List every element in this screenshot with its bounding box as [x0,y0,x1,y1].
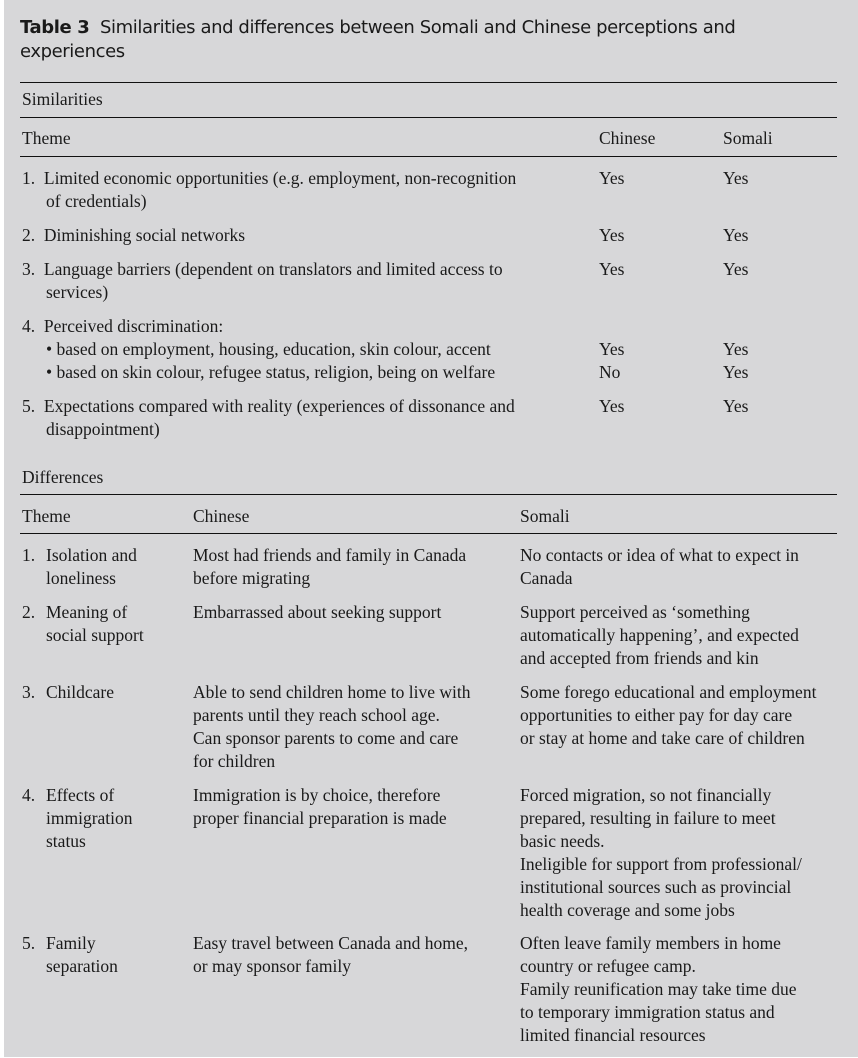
diff-row-number: 4. [22,785,36,805]
diff-header-chinese: Chinese [193,506,250,526]
table-caption-text: Similarities and differences between Somali and Chinese perceptions and experiences [20,17,736,62]
diff-somali-line: country or refugee camp. [520,956,696,976]
diff-chinese-line: Embarrassed about seeking support [193,602,442,622]
diff-chinese-line: or may sponsor family [193,956,351,976]
diff-chinese-line: Can sponsor parents to come and care [193,728,459,748]
differences-label: Differences [22,467,104,487]
sim-somali: Yes [723,259,749,279]
diff-theme-line: social support [46,625,144,645]
diff-row-number: 5. [22,933,36,953]
diff-theme-line: Family [46,933,96,953]
sim-chinese: Yes [599,396,625,416]
diff-chinese-line: parents until they reach school age. [193,705,440,725]
table-label: Table 3 [20,17,90,38]
diff-somali-line: No contacts or idea of what to expect in [520,545,799,565]
sim-theme: 1. Limited economic opportunities (e.g. employment, non-recognition [22,168,517,188]
diff-somali-line: prepared, resulting in failure to meet [520,808,776,828]
sim-bullet: • based on employment, housing, education, skin colour, accent [46,339,491,359]
sim-somali: Yes [723,396,749,416]
sim-somali: Yes [723,339,749,359]
rule-diff-header [20,533,837,534]
sim-header-chinese: Chinese [599,128,656,148]
diff-somali-line: opportunities to either pay for day care [520,705,793,725]
diff-row-number: 2. [22,602,36,622]
diff-theme-line: immigration [46,808,133,828]
diff-somali-line: Canada [520,568,573,588]
diff-somali-line: or stay at home and take care of children [520,728,805,748]
sim-bullet: • based on skin colour, refugee status, religion, being on welfare [46,362,496,382]
diff-somali-line: automatically happening’, and expected [520,625,799,645]
sim-theme: 5. Expectations compared with reality (experiences of dissonance and [22,396,515,416]
diff-row-number: 1. [22,545,36,565]
diff-somali-line: Often leave family members in home [520,933,781,953]
diff-somali-line: health coverage and some jobs [520,900,735,920]
diff-somali-line: institutional sources such as provincial [520,877,792,897]
rule-sim-header [20,156,837,157]
diff-somali-line: to temporary immigration status and [520,1002,775,1022]
table-caption [20,16,800,64]
diff-chinese-line: Most had friends and family in Canada [193,545,467,565]
sim-chinese: Yes [599,339,625,359]
sim-chinese: Yes [599,168,625,188]
sim-somali: Yes [723,362,749,382]
diff-somali-line: Family reunification may take time due [520,979,797,999]
diff-chinese-line: Easy travel between Canada and home, [193,933,469,953]
sim-theme: 3. Language barriers (dependent on translators and limited access to [22,259,503,279]
sim-theme-cont: of credentials) [46,191,147,211]
sim-header-theme: Theme [22,128,71,148]
diff-somali-line: basic needs. [520,831,605,851]
diff-somali-line: Some forego educational and employment [520,682,817,702]
diff-theme-line: Meaning of [46,602,128,622]
sim-somali: Yes [723,168,749,188]
sim-header-somali: Somali [723,128,773,148]
diff-chinese-line: Able to send children home to live with [193,682,471,702]
diff-somali-line: and accepted from friends and kin [520,648,759,668]
sim-theme-cont: disappointment) [46,419,160,439]
diff-theme-line: Childcare [46,682,115,702]
sim-chinese: Yes [599,259,625,279]
diff-chinese-line: for children [193,751,276,771]
rule-top [20,82,837,83]
diff-somali-line: Ineligible for support from professional/ [520,854,802,874]
sim-somali: Yes [723,225,749,245]
diff-theme-line: Effects of [46,785,115,805]
similarities-label: Similarities [22,89,103,109]
diff-somali-line: limited financial resources [520,1025,706,1045]
rule-differences [20,494,837,495]
diff-header-theme: Theme [22,506,71,526]
diff-theme-line: status [46,831,86,851]
diff-chinese-line: Immigration is by choice, therefore [193,785,441,805]
diff-somali-line: Forced migration, so not financially [520,785,772,805]
diff-theme-line: loneliness [46,568,116,588]
sim-theme-cont: services) [46,282,109,302]
diff-chinese-line: before migrating [193,568,311,588]
diff-somali-line: Support perceived as ‘something [520,602,750,622]
sim-theme: 4. Perceived discrimination: [22,316,224,336]
diff-row-number: 3. [22,682,36,702]
sim-chinese: No [599,362,621,382]
diff-chinese-line: proper financial preparation is made [193,808,447,828]
diff-header-somali: Somali [520,506,570,526]
sim-theme: 2. Diminishing social networks [22,225,246,245]
sim-chinese: Yes [599,225,625,245]
diff-theme-line: separation [46,956,118,976]
rule-similarities [20,117,837,118]
diff-theme-line: Isolation and [46,545,137,565]
